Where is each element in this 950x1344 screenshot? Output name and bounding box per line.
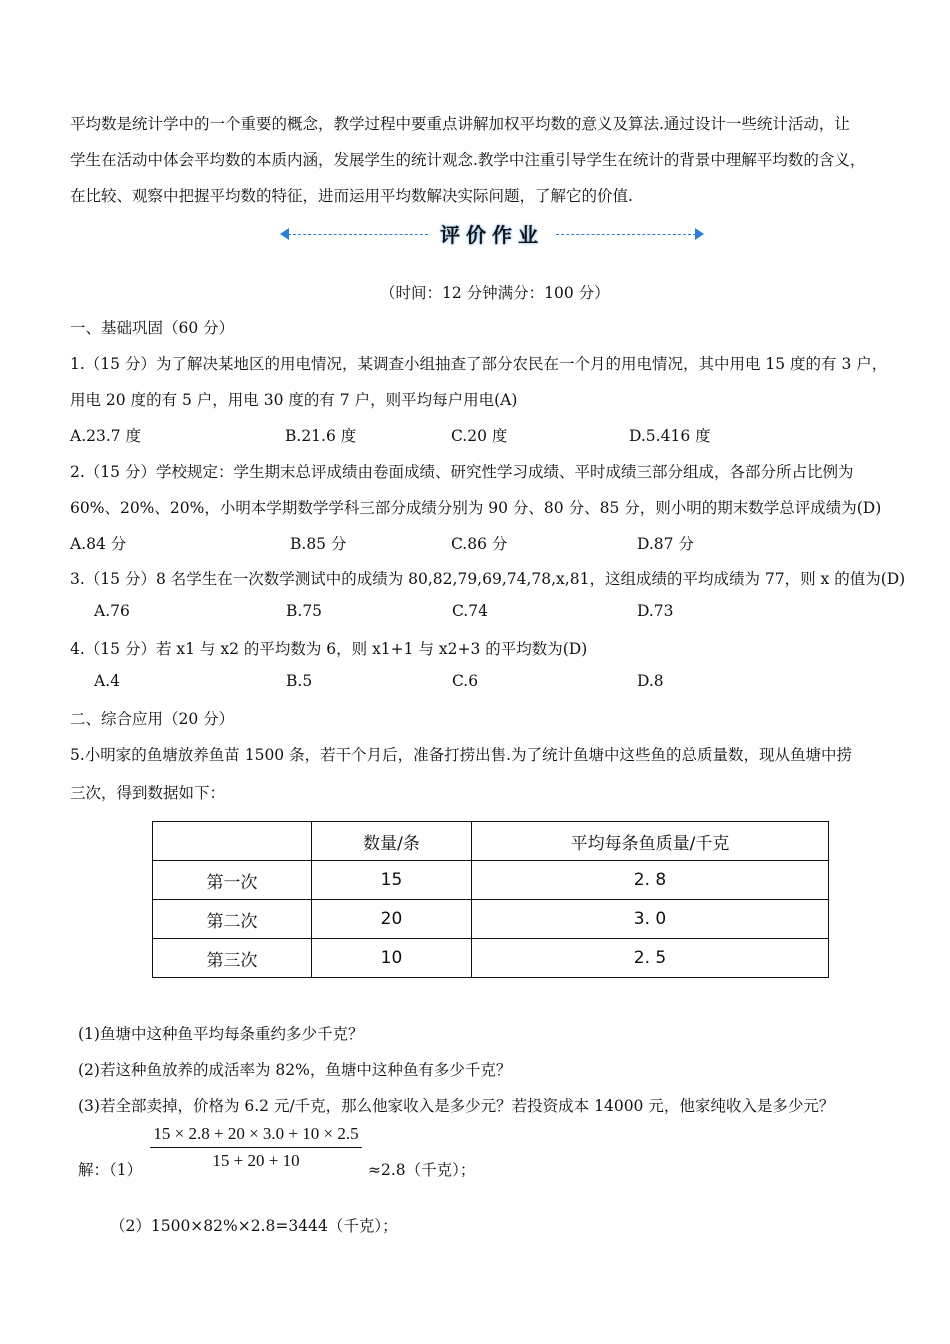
- q5-sub-1: (1)鱼塘中这种鱼平均每条重约多少千克？: [78, 1025, 364, 1043]
- evaluation-banner: [280, 220, 704, 250]
- intro-line-2: 学生在活动中体会平均数的本质内涵，发展学生的统计观念.教学中注重引导学生在统计的背景中理解平均数的含义，: [70, 151, 866, 169]
- q2-option-b: B.85 分: [290, 535, 347, 553]
- table-cell: 第一次: [153, 861, 312, 900]
- q4-option-d: D.8: [637, 672, 664, 690]
- q4-line-1: 4.（15 分）若 x1 与 x2 的平均数为 6，则 x1+1 与 x2+3 的平均数为(D): [70, 640, 588, 658]
- q5-line-2: 三次，得到数据如下：: [70, 784, 226, 802]
- table-cell: 20: [312, 900, 472, 939]
- intro-line-1: 平均数是统计学中的一个重要的概念，教学过程中要重点讲解加权平均数的意义及算法.通过设计一些统计活动，让: [70, 115, 850, 133]
- q4-option-b: B.5: [286, 672, 313, 690]
- q3-option-d: D.73: [637, 602, 674, 620]
- banner-dash-left: [288, 234, 428, 235]
- table-row: [153, 939, 829, 978]
- q1-option-d: D.5.416 度: [629, 427, 711, 445]
- banner-dash-right: [556, 234, 696, 235]
- q3-option-c: C.74: [452, 602, 488, 620]
- q1-line-1: 1.（15 分）为了解决某地区的用电情况，某调查小组抽查了部分农民在一个月的用电情况，其中用电 15 度的有 3 户，: [70, 355, 888, 373]
- table-cell: 2. 5: [472, 939, 829, 978]
- table-cell: 15: [312, 861, 472, 900]
- q5-sub-3: (3)若全部卖掉，价格为 6.2 元/千克，那么他家收入是多少元？若投资成本 14000 元，他家纯收入是多少元？: [78, 1097, 835, 1115]
- q4-option-c: C.6: [452, 672, 479, 690]
- banner-title: 评价作业: [440, 223, 544, 247]
- fraction-numerator: 15 × 2.8 + 20 × 3.0 + 10 × 2.5: [150, 1124, 362, 1148]
- table-cell: 第三次: [153, 939, 312, 978]
- q1-line-2: 用电 20 度的有 5 户，用电 30 度的有 7 户，则平均每户用电(A): [70, 391, 518, 409]
- table-row: [153, 861, 829, 900]
- table-cell: 2. 8: [472, 861, 829, 900]
- table-row: [153, 900, 829, 939]
- table-header-row: [153, 822, 829, 861]
- q3-option-b: B.75: [286, 602, 323, 620]
- arrow-right-icon: [695, 228, 704, 240]
- q1-option-c: C.20 度: [451, 427, 508, 445]
- q2-option-d: D.87 分: [637, 535, 694, 553]
- table-header-cell: [153, 822, 312, 861]
- q2-option-c: C.86 分: [451, 535, 508, 553]
- table-header-cell: 平均每条鱼质量/千克: [472, 822, 829, 861]
- q1-option-b: B.21.6 度: [285, 427, 357, 445]
- q3-option-a: A.76: [94, 602, 130, 620]
- fraction-denominator: 15 + 20 + 10: [212, 1151, 300, 1170]
- table-header-cell: 数量/条: [312, 822, 472, 861]
- q1-option-a: A.23.7 度: [70, 427, 142, 445]
- table-cell: 3. 0: [472, 900, 829, 939]
- solution-result: ≈2.8（千克）；: [368, 1161, 476, 1179]
- q2-option-a: A.84 分: [70, 535, 127, 553]
- intro-line-3: 在比较、观察中把握平均数的特征，进而运用平均数解决实际问题，了解它的价值.: [70, 187, 633, 205]
- solution-step-2: （2）1500×82%×2.8=3444（千克）；: [110, 1217, 398, 1235]
- q5-line-1: 5.小明家的鱼塘放养鱼苗 1500 条，若干个月后，准备打捞出售.为了统计鱼塘中这些鱼的总质量数，现从鱼塘中捞: [70, 746, 853, 764]
- section-1-heading: 一、基础巩固（60 分）: [70, 319, 235, 337]
- solution-label: 解：（1）: [78, 1161, 143, 1179]
- q2-line-1: 2.（15 分）学校规定：学生期末总评成绩由卷面成绩、研究性学习成绩、平时成绩三部分组成，各部分所占比例为: [70, 463, 854, 481]
- solution-fraction: [150, 1124, 362, 1171]
- time-note: （时间：12 分钟满分：100 分）: [380, 284, 610, 302]
- section-2-heading: 二、综合应用（20 分）: [70, 710, 235, 728]
- q2-line-2: 60%、20%、20%，小明本学期数学学科三部分成绩分别为 90 分、80 分、85 分，则小明的期末数学总评成绩为(D): [70, 499, 882, 517]
- q3-line-1: 3.（15 分）8 名学生在一次数学测试中的成绩为 80,82,79,69,74,78,x,81，这组成绩的平均成绩为 77，则 x 的值为(D): [70, 570, 906, 588]
- table-cell: 第二次: [153, 900, 312, 939]
- q5-sub-2: (2)若这种鱼放养的成活率为 82%，鱼塘中这种鱼有多少千克？: [78, 1061, 512, 1079]
- fish-data-table: [152, 821, 829, 978]
- q4-option-a: A.4: [94, 672, 120, 690]
- table-cell: 10: [312, 939, 472, 978]
